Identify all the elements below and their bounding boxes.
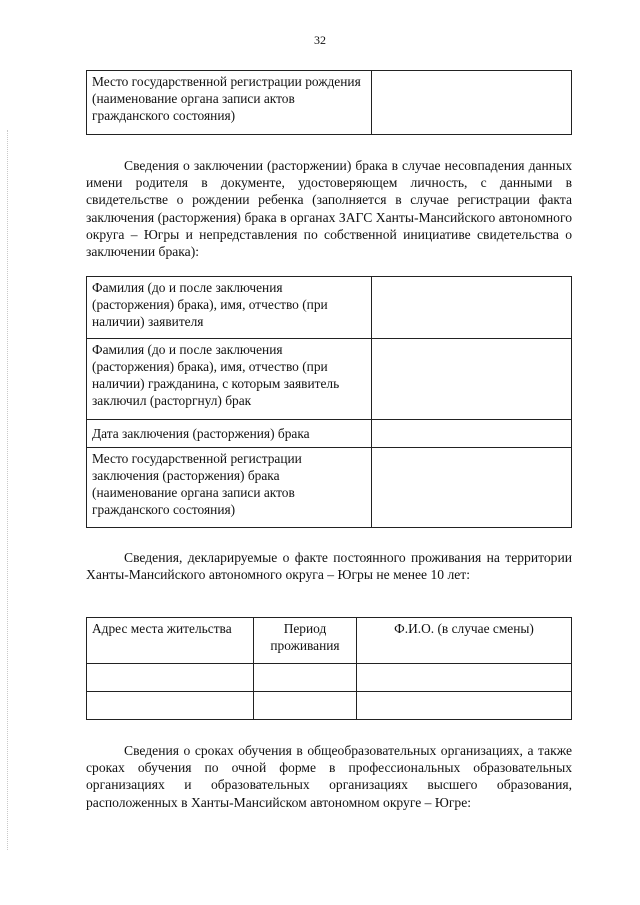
page-number: 32 (314, 33, 326, 47)
residence-info-paragraph: Сведения, декларируемые о факте постоянного проживания на территории Ханты-Мансийского автономного округа – Югры не менее 10 лет: (86, 550, 572, 583)
header-period: Период проживания (254, 618, 357, 664)
education-info-paragraph: Сведения о сроках обучения в общеобразовательных организациях, а также сроках обучения по очной форме в профессиональных образовательных организациях и образовательных организациях высшего образования, расположенных в Ханты-Мансийском автономном округе – Югре: (86, 743, 572, 810)
marriage-info-paragraph: Сведения о заключении (расторжении) брака в случае несовпадения данных имени родителя в документе, удостоверяющем личность, с данными в свидетельстве о рождении ребенка (заполняется в случае регистрации факта заключения (расторжения) брака в органах ЗАГС Ханты-Мансийского автономного округа – Югры и непредставления по собственной инициативе свидетельства о заключении брака): (86, 158, 572, 260)
table-cell[interactable] (254, 692, 357, 720)
table-label-cell: Место государственной регистрации заключения (расторжения) брака (наименование органа записи актов гражданского состояния) (87, 448, 372, 528)
scan-edge-artifact (7, 130, 9, 850)
header-address: Адрес места жительства (87, 618, 254, 664)
table-row (87, 448, 572, 528)
table-value-cell[interactable] (372, 420, 572, 448)
table-row (87, 664, 572, 692)
table-row (87, 420, 572, 448)
table-cell[interactable] (254, 664, 357, 692)
birth-registration-table (86, 70, 572, 135)
marriage-info-table (86, 276, 572, 528)
table-row (87, 71, 572, 135)
table-value-cell[interactable] (372, 277, 572, 339)
table-row (87, 692, 572, 720)
table-label-cell: Дата заключения (расторжения) брака (87, 420, 372, 448)
residence-table (86, 617, 572, 720)
table-label-cell: Фамилия (до и после заключения (расторжения) брака), имя, отчество (при наличии) гражданина, с которым заявитель заключил (расторгнул) брак (87, 339, 372, 420)
header-full-name: Ф.И.О. (в случае смены) (357, 618, 572, 664)
table-row (87, 277, 572, 339)
table-value-cell[interactable] (372, 339, 572, 420)
table-cell[interactable] (87, 664, 254, 692)
table-header-row (87, 618, 572, 664)
table-row (87, 339, 572, 420)
table-label-cell: Место государственной регистрации рождения (наименование органа записи актов гражданского состояния) (87, 71, 372, 135)
table-value-cell[interactable] (372, 448, 572, 528)
table-cell[interactable] (357, 664, 572, 692)
table-cell[interactable] (357, 692, 572, 720)
table-label-cell: Фамилия (до и после заключения (расторжения) брака), имя, отчество (при наличии) заявителя (87, 277, 372, 339)
table-cell[interactable] (87, 692, 254, 720)
table-value-cell[interactable] (372, 71, 572, 135)
